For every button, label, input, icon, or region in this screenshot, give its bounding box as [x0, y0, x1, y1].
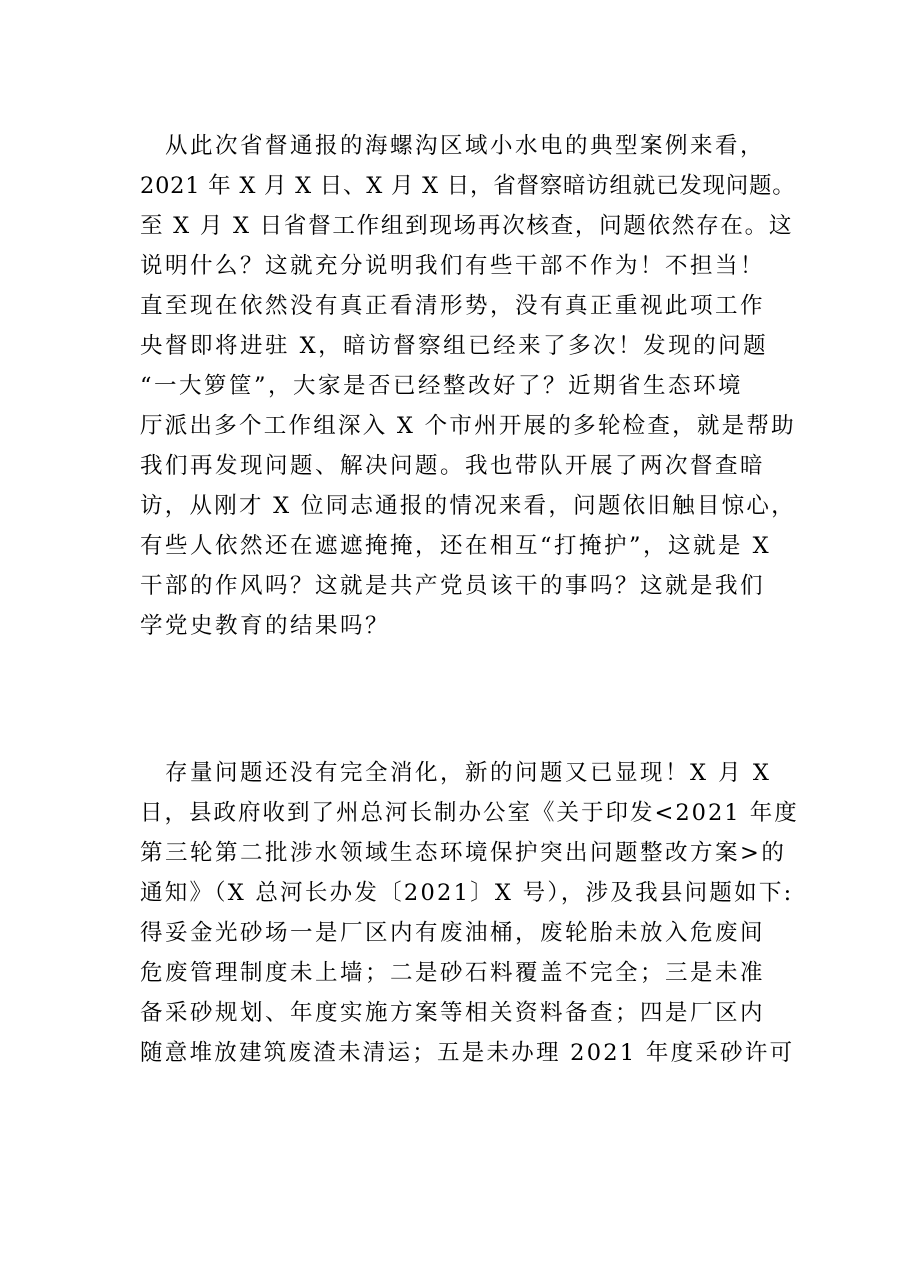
text-line: 从此次省督通报的海螺沟区域小水电的典型案例来看， [140, 133, 766, 159]
text-line: 干部的作风吗？这就是共产党员该干的事吗？这就是我们 [140, 573, 766, 599]
text-line: 2021 年 X 月 X 日、X 月 X 日，省督察暗访组就已发现问题。 [140, 173, 796, 199]
text-line: 第三轮第二批涉水领域生态环境保护突出问题整改方案>的 [140, 840, 787, 866]
text-line: 存量问题还没有完全消化，新的问题又已显现！X 月 X [140, 760, 772, 786]
paragraph-2 [140, 753, 799, 1073]
text-line: 学党史教育的结果吗？ [140, 613, 391, 639]
text-line: 说明什么？这就充分说明我们有些干部不作为！不担当！ [140, 253, 766, 279]
text-line: 央督即将进驻 X，暗访督察组已经来了多次！发现的问题 [140, 333, 769, 359]
text-line: 备采砂规划、年度实施方案等相关资料备查；四是厂区内 [140, 1000, 766, 1026]
text-line: 得妥金光砂场一是厂区内有废油桶，废轮胎未放入危废间 [140, 920, 766, 946]
text-line: 厅派出多个工作组深入 X 个市州开展的多轮检查，就是帮助 [140, 413, 796, 439]
text-line: 随意堆放建筑废渣未清运；五是未办理 2021 年度采砂许可 [140, 1040, 795, 1066]
text-line: “一大箩筐”，大家是否已经整改好了？近期省生态环境 [140, 373, 744, 399]
text-line: 日，县政府收到了州总河长制办公室《关于印发<2021 年度 [140, 800, 799, 826]
text-line: 危废管理制度未上墙；二是砂石料覆盖不完全；三是未准 [140, 960, 766, 986]
text-line: 有些人依然还在遮遮掩掩，还在相互“打掩护”，这就是 X [140, 533, 772, 559]
text-line: 访，从刚才 X 位同志通报的情况来看，问题依旧触目惊心， [140, 493, 796, 519]
text-line: 直至现在依然没有真正看清形势，没有真正重视此项工作 [140, 293, 766, 319]
text-line: 我们再发现问题、解决问题。我也带队开展了两次督查暗 [140, 453, 766, 479]
text-line: 通知》（X 总河长办发〔2021〕X 号），涉及我县问题如下: [140, 880, 794, 906]
text-line: 至 X 月 X 日省督工作组到现场再次核查，问题依然存在。这 [140, 213, 794, 239]
paragraph-1 [140, 126, 796, 646]
